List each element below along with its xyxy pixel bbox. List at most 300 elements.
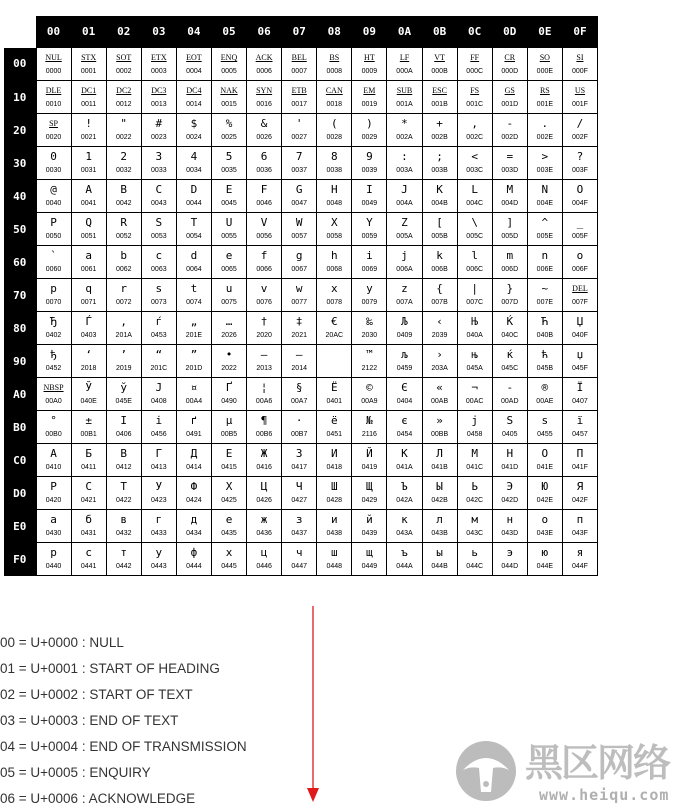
code-cell [211,180,246,213]
column-header: 09 [352,16,387,48]
code-cell [176,477,211,510]
code-cell [387,180,422,213]
code-cell [457,543,492,576]
char-glyph: Щ [366,480,373,493]
code-cell [492,114,527,147]
code-cell [352,510,387,543]
code-cell [106,378,141,411]
table-row [4,510,598,543]
char-glyph: 2 [120,150,128,163]
table-row [4,48,598,81]
unicode-code: 201A [115,332,132,339]
code-cell [36,411,71,444]
code-cell [317,279,352,312]
char-glyph: = [506,150,514,163]
code-cell [387,114,422,147]
code-cell [352,312,387,345]
char-glyph: П [576,447,584,460]
char-glyph: Џ [576,315,584,328]
code-cell [422,147,457,180]
char-glyph: ? [576,150,584,163]
column-header: 08 [317,16,352,48]
code-cell [176,312,211,345]
char-glyph: № [366,414,373,427]
char-glyph: с [85,546,92,559]
unicode-code: 003E [536,167,554,174]
code-cell [247,114,282,147]
code-cell [352,378,387,411]
unicode-code: 0013 [151,101,167,108]
unicode-code: 0411 [81,464,97,471]
char-glyph: Р [50,480,57,493]
unicode-code: 0076 [256,299,272,306]
code-cell [387,543,422,576]
code-cell [71,378,106,411]
legend-item: 05 = U+0005 : ENQUIRY [0,765,151,780]
code-cell [492,411,527,444]
unicode-code: 0410 [45,464,62,471]
code-cell [317,81,352,114]
code-cell [141,114,176,147]
code-cell [106,246,141,279]
unicode-code: 2039 [431,332,448,339]
char-glyph: ] [506,216,514,229]
char-glyph: e [225,249,233,262]
char-glyph: ® [541,381,549,394]
code-cell [457,477,492,510]
char-glyph: С [85,480,92,493]
unicode-code: 0447 [291,563,307,570]
code-cell [352,411,387,444]
code-cell [422,48,457,81]
char-glyph: ж [260,513,268,526]
char-glyph: CR [504,53,516,62]
unicode-code: 041C [466,464,484,471]
char-glyph: R [120,216,128,229]
code-cell [457,345,492,378]
unicode-code: 042B [431,497,448,504]
char-glyph: ы [436,546,443,559]
code-cell [176,510,211,543]
code-cell [71,477,106,510]
row-header: B0 [4,411,36,444]
unicode-code: 0051 [80,233,97,240]
code-cell [457,411,492,444]
table-row [4,411,598,444]
char-glyph: Х [225,480,233,493]
char-glyph: Є [401,381,408,394]
code-cell [562,378,597,411]
code-cell [211,510,246,543]
char-glyph: ; [436,150,443,163]
char-glyph: џ [576,348,584,361]
char-glyph: E [225,183,233,196]
unicode-code: 0032 [115,167,132,174]
char-glyph: Њ [471,315,478,328]
unicode-code: 004F [571,200,588,207]
table-row [4,477,598,510]
char-glyph: P [50,216,57,229]
code-cell [527,312,562,345]
char-glyph: Ї [576,381,584,394]
code-cell [71,213,106,246]
unicode-code: 044F [571,563,588,570]
char-glyph: є [401,414,408,427]
unicode-code: 001E [536,101,554,108]
code-cell [387,279,422,312]
watermark [455,740,691,809]
char-glyph: ї [576,414,584,427]
code-cell [141,378,176,411]
unicode-code: 003A [396,167,413,174]
code-cell [387,81,422,114]
unicode-code: 0445 [221,563,237,570]
code-cell [352,279,387,312]
code-cell [422,345,457,378]
char-glyph: т [120,546,128,559]
unicode-code: 0038 [326,167,343,174]
char-glyph: $ [190,117,198,130]
unicode-code: 0079 [361,299,378,306]
unicode-code: 040A [466,332,483,339]
unicode-code: 0402 [45,332,62,339]
code-cell [387,312,422,345]
unicode-code: 0078 [326,299,343,306]
code-cell [36,114,71,147]
char-glyph: Е [225,447,233,460]
char-glyph: l [471,249,478,262]
char-glyph: н [506,513,514,526]
column-header: 02 [106,16,141,48]
unicode-code: 0040 [45,200,62,207]
unicode-code: 0023 [151,134,167,141]
code-cell [247,81,282,114]
column-header: 00 [36,16,71,48]
char-glyph: † [260,315,268,328]
unicode-code: 0037 [291,167,307,174]
char-glyph: б [85,513,92,526]
char-glyph: Ѕ [506,414,514,427]
unicode-code: 0061 [80,266,97,273]
char-glyph: C [155,183,163,196]
column-header: 05 [211,16,246,48]
char-glyph: 4 [190,150,198,163]
table-row [4,213,598,246]
unicode-code: 043C [466,530,484,537]
char-glyph: » [436,414,443,427]
unicode-code: 040B [536,332,554,339]
char-glyph: ” [190,348,198,361]
unicode-code: 043F [571,530,588,537]
unicode-code: 00A7 [291,398,308,405]
unicode-code: 0436 [256,530,272,537]
unicode-code: 0409 [396,332,413,339]
unicode-code: 0034 [186,167,202,174]
code-cell [457,213,492,246]
char-glyph: ¶ [260,414,268,427]
code-cell [247,279,282,312]
unicode-code: 0003 [151,68,167,75]
code-page-table [4,16,598,576]
char-glyph: І [120,414,128,427]
unicode-code: 0009 [361,68,378,75]
code-cell [317,378,352,411]
unicode-code: 0490 [221,398,237,405]
table-row [4,345,598,378]
code-cell [282,246,317,279]
code-cell [422,180,457,213]
column-header: 0F [562,16,597,48]
char-glyph: G [295,183,303,196]
char-glyph: µ [225,414,233,427]
char-glyph: ь [471,546,478,559]
char-glyph: Ъ [401,480,408,493]
char-glyph: a [85,249,92,262]
code-cell [36,378,71,411]
char-glyph: о [541,513,549,526]
char-glyph: ( [330,117,338,130]
unicode-code: 00AD [501,398,519,405]
unicode-code: 0016 [256,101,272,108]
code-cell [352,246,387,279]
unicode-code: 0064 [186,266,202,273]
char-glyph: Ш [330,480,338,493]
unicode-code: 2019 [115,365,132,372]
char-glyph: ю [541,546,549,559]
unicode-code: 0053 [151,233,167,240]
code-cell [211,411,246,444]
unicode-code: 2026 [221,332,237,339]
code-cell [422,411,457,444]
code-cell [422,279,457,312]
code-cell [422,378,457,411]
code-cell [387,378,422,411]
char-glyph: э [506,546,514,559]
unicode-code: 000C [466,68,484,75]
unicode-code: 00B1 [80,431,97,438]
code-cell [527,279,562,312]
char-glyph: DC4 [186,86,202,95]
code-cell [527,180,562,213]
unicode-code: 044B [431,563,448,570]
unicode-code: 001D [501,101,519,108]
char-glyph: А [50,447,57,460]
char-glyph: Ґ [225,381,233,394]
unicode-code: 2116 [361,431,377,438]
unicode-code: 042C [466,497,484,504]
unicode-code: 043B [431,530,448,537]
unicode-code: 0008 [326,68,343,75]
unicode-code: 000A [396,68,413,75]
unicode-code: 0455 [537,431,553,438]
row-header: C0 [4,444,36,477]
unicode-code: 0041 [80,200,97,207]
legend-item: 00 = U+0000 : NULL [0,635,124,650]
char-glyph: Ж [260,447,268,460]
code-cell [141,48,176,81]
code-cell [141,81,176,114]
unicode-code: 0069 [361,266,378,273]
unicode-code: 0002 [115,68,132,75]
char-glyph: O [576,183,584,196]
unicode-code: 0421 [80,497,97,504]
code-cell [71,246,106,279]
code-cell [387,444,422,477]
char-glyph: - [506,381,514,394]
char-glyph: 1 [85,150,92,163]
unicode-code: 2013 [256,365,272,372]
code-cell [106,345,141,378]
unicode-code: 0006 [256,68,272,75]
code-cell [176,48,211,81]
char-glyph: S [155,216,163,229]
code-cell [176,147,211,180]
code-cell [527,378,562,411]
char-glyph: ц [260,546,268,559]
char-glyph: ‚ [120,315,128,328]
char-glyph: • [225,348,233,361]
char-glyph: VT [434,53,445,62]
char-glyph: s [155,282,163,295]
char-glyph: o [576,249,584,262]
unicode-code: 0011 [81,101,97,108]
code-cell [106,543,141,576]
unicode-code: 0435 [221,530,237,537]
code-cell [247,444,282,477]
char-glyph: ј [471,414,478,427]
char-glyph: NBSP [43,383,64,392]
unicode-code: 040C [501,332,519,339]
code-cell [141,444,176,477]
char-glyph: ъ [401,546,408,559]
unicode-code: 0017 [291,101,307,108]
unicode-code: 006B [431,266,448,273]
code-cell [176,180,211,213]
char-glyph: r [120,282,128,295]
unicode-code: 042A [396,497,413,504]
char-glyph: З [295,447,303,460]
table-row [4,279,598,312]
code-cell [457,510,492,543]
char-glyph: ф [190,546,198,559]
unicode-code: 006C [466,266,484,273]
code-cell [527,48,562,81]
unicode-code: 001B [431,101,448,108]
char-glyph: SYN [256,86,273,95]
code-cell [527,345,562,378]
code-cell [352,147,387,180]
row-header: 00 [4,48,36,81]
char-glyph: К [401,447,408,460]
legend-item: 02 = U+0002 : START OF TEXT [0,687,193,702]
unicode-code: 003D [501,167,519,174]
code-cell [457,312,492,345]
char-glyph: Ч [295,480,303,493]
code-cell [387,147,422,180]
unicode-code: 001A [396,101,413,108]
code-cell [457,147,492,180]
unicode-code: 0068 [326,266,343,273]
code-cell [492,81,527,114]
code-cell [211,246,246,279]
unicode-code: 0442 [115,563,132,570]
char-glyph: q [85,282,92,295]
table-row [4,543,598,576]
unicode-code: 041E [536,464,554,471]
char-glyph: ETX [151,53,167,62]
char-glyph: € [330,315,338,328]
char-glyph: — [295,348,303,361]
char-glyph: ‰ [366,315,373,328]
unicode-code: 0046 [256,200,272,207]
unicode-code: 006F [571,266,588,273]
unicode-code: 0043 [151,200,167,207]
unicode-code: 003C [466,167,484,174]
code-cell [106,81,141,114]
char-glyph: О [541,447,549,460]
char-glyph: М [471,447,478,460]
unicode-code: 0007 [291,68,307,75]
code-cell [317,246,352,279]
unicode-code: 0404 [396,398,413,405]
code-cell [282,378,317,411]
row-header: 30 [4,147,36,180]
unicode-code: 0073 [151,299,167,306]
unicode-code: 2020 [256,332,272,339]
char-glyph: д [190,513,198,526]
table-row [4,81,598,114]
code-cell [422,510,457,543]
unicode-code: 045F [571,365,588,372]
unicode-code: 0443 [151,563,167,570]
char-glyph: B [120,183,128,196]
unicode-code: 002C [466,134,484,141]
code-cell [36,147,71,180]
unicode-code: 0027 [291,134,307,141]
code-cell [141,246,176,279]
code-cell [106,312,141,345]
char-glyph: L [471,183,478,196]
unicode-code: 040F [571,332,588,339]
code-cell [527,213,562,246]
char-glyph: і [155,414,163,427]
char-glyph: N [541,183,549,196]
unicode-code: 005E [536,233,554,240]
code-cell [492,477,527,510]
char-glyph: Ё [330,381,338,394]
legend-item: 01 = U+0001 : START OF HEADING [0,661,220,676]
unicode-code: 002D [501,134,519,141]
unicode-code: 2018 [80,365,97,372]
char-glyph: DLE [45,86,62,95]
char-glyph: В [120,447,128,460]
char-glyph: ч [295,546,303,559]
char-glyph: DEL [572,284,588,293]
char-glyph: GS [504,86,515,95]
char-glyph: Ф [190,480,198,493]
char-glyph: SUB [396,86,413,95]
char-glyph: ќ [506,348,514,361]
code-cell [387,246,422,279]
char-glyph: D [190,183,198,196]
unicode-code: 0433 [151,530,167,537]
legend-item: 04 = U+0004 : END OF TRANSMISSION [0,739,247,754]
char-glyph: ) [366,117,373,130]
code-cell [387,345,422,378]
char-glyph: љ [401,348,408,361]
code-cell [247,147,282,180]
char-glyph: Љ [401,315,408,328]
